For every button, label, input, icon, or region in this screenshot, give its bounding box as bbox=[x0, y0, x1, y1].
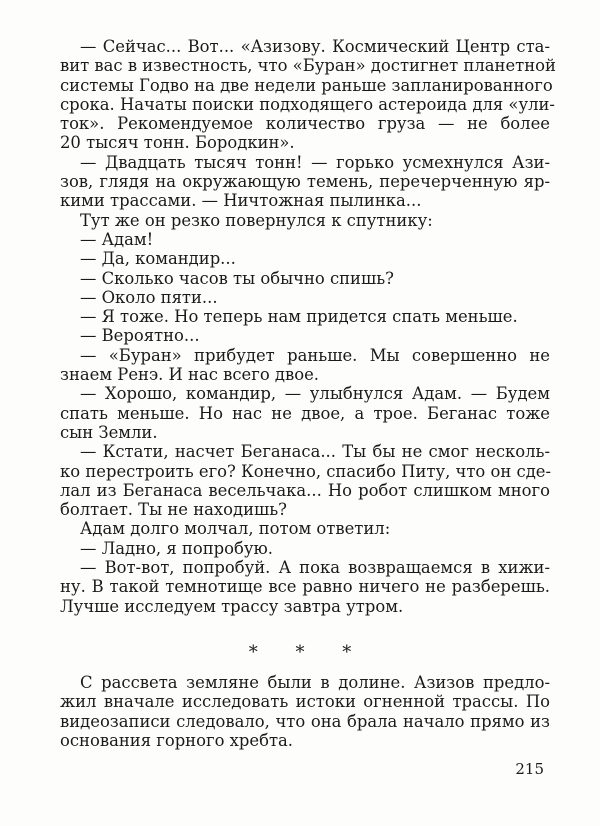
text-line: — Двадцать тысяч тонн! — горько усмехнулся Ази- bbox=[80, 152, 550, 172]
text-line: срока. Начаты поиски подходящего астероида для «ули- bbox=[60, 94, 555, 114]
text-line: Тут же он резко повернулся к спутнику: bbox=[80, 210, 433, 230]
text-line: — Сейчас... Вот... «Азизову. Космический Центр ста- bbox=[80, 37, 550, 56]
text-line: видеозаписи следовало, что она брала начало прямо из bbox=[60, 711, 550, 731]
text-line: — Около пяти... bbox=[80, 287, 218, 307]
text-line: — Я тоже. Но теперь нам придется спать меньше. bbox=[80, 307, 518, 327]
main-text-block bbox=[60, 37, 556, 616]
text-line: болтает. Ты не находишь? bbox=[60, 500, 287, 520]
second-section-text bbox=[60, 673, 550, 750]
text-line: знаем Ренэ. И нас всего двое. bbox=[60, 365, 320, 385]
text-line: ко перестроить его? Конечно, спасибо Питу, что он сде- bbox=[60, 461, 552, 481]
text-line: — Сколько часов ты обычно спишь? bbox=[80, 268, 394, 288]
text-line: ток». Рекомендуемое количество груза — не более bbox=[60, 114, 550, 134]
text-line: — Кстати, насчет Беганаса... Ты бы не смог несколь- bbox=[80, 442, 550, 462]
text-line: кими трассами. — Ничтожная пылинка... bbox=[60, 191, 422, 211]
text-line: ну. В такой темнотище все равно ничего не разберешь. bbox=[60, 577, 550, 597]
text-line: жил вначале исследовать истоки огненной трассы. По bbox=[60, 692, 550, 712]
text-line: — Хорошо, командир, — улыбнулся Адам. — Будем bbox=[80, 384, 550, 404]
text-line: лал из Беганаса весельчака... Но робот слишком много bbox=[60, 480, 550, 500]
text-line: зов, глядя на окружающую темень, перечерченную яр- bbox=[60, 172, 550, 192]
text-line: — «Буран» прибудет раньше. Мы совершенно не bbox=[80, 345, 550, 365]
text-line: — Вот-вот, попробуй. А пока возвращаемся в хижи- bbox=[80, 558, 550, 578]
text-line: вит вас в известность, что «Буран» достигнет планетной bbox=[60, 56, 556, 76]
text-line: — Ладно, я попробую. bbox=[80, 538, 273, 558]
text-line: — Адам! bbox=[80, 229, 154, 249]
text-line: системы Годво на две недели раньше запланированного bbox=[60, 75, 553, 95]
section-separator: * * * bbox=[248, 642, 368, 663]
text-line: С рассвета земляне были в долине. Азизов предло- bbox=[80, 673, 550, 692]
text-line: 20 тысяч тонн. Бородкин». bbox=[60, 133, 295, 153]
page-number: 215 bbox=[515, 760, 544, 778]
text-line: — Да, командир... bbox=[80, 249, 236, 269]
text-line: сын Земли. bbox=[60, 422, 158, 442]
text-line: — Вероятно... bbox=[80, 326, 200, 346]
text-line: Лучше исследуем трассу завтра утром. bbox=[60, 596, 404, 616]
text-line: Адам долго молчал, потом ответил: bbox=[80, 519, 391, 539]
text-line: основания горного хребта. bbox=[60, 730, 293, 750]
text-line: спать меньше. Но нас не двое, а трое. Беганас тоже bbox=[60, 403, 550, 423]
